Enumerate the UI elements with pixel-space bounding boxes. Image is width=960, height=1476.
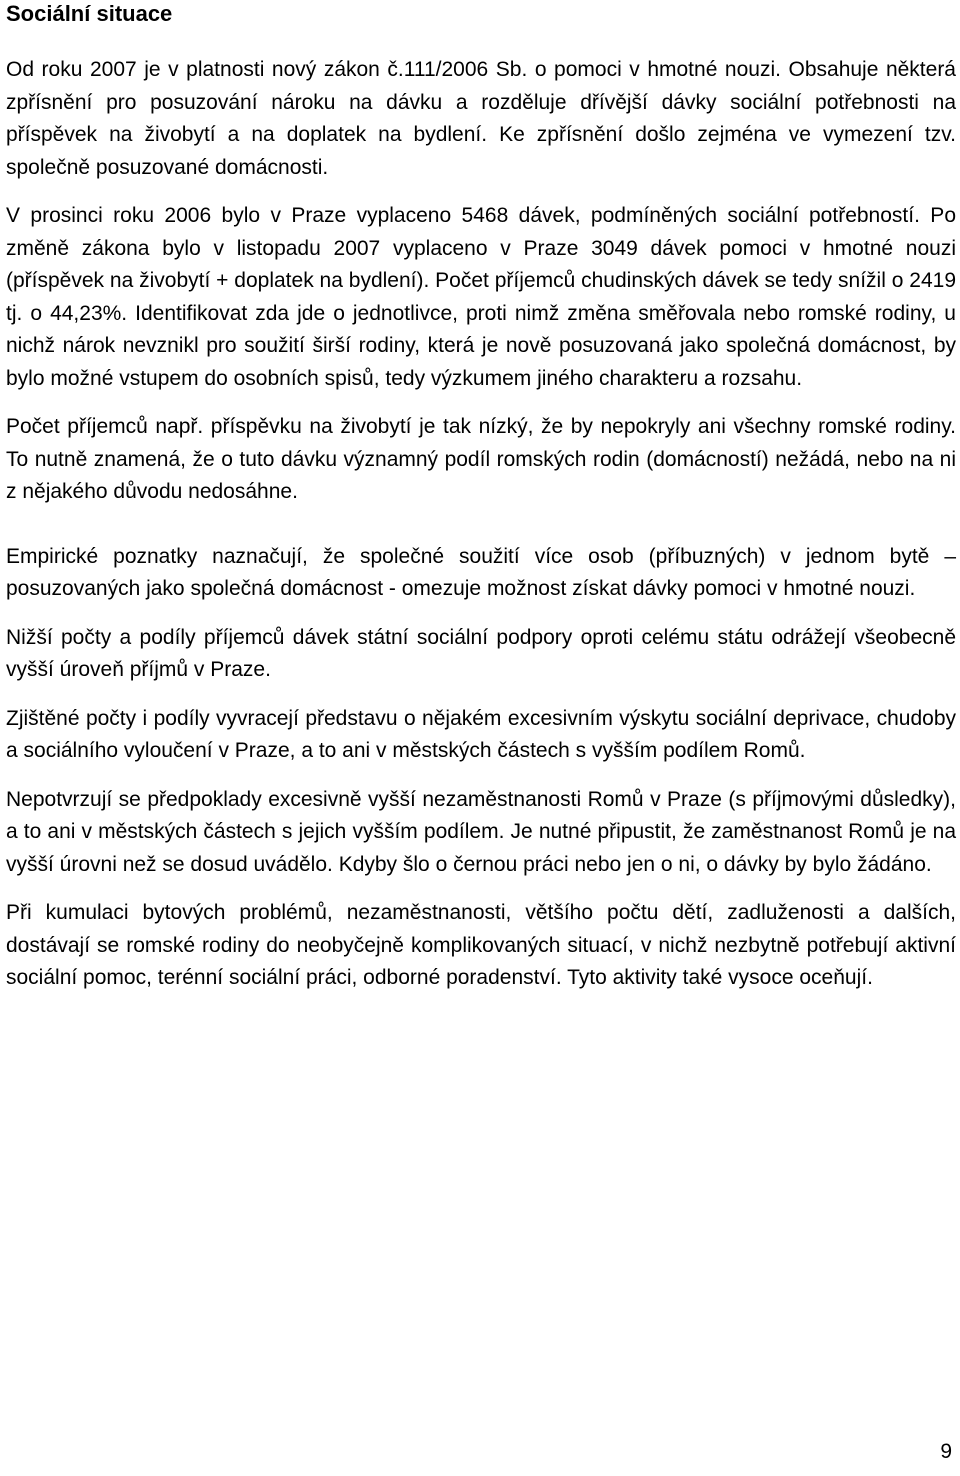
section-heading: Sociální situace [6,1,173,26]
document-page [6,0,956,995]
paragraph-deprivation: Zjištěné počty i podíly vyvracejí představu o nějakém excesivním výskytu sociální deprivace, chudoby a sociálního vyloučení v Praze, a to ani v městských částech s vyšším podílem Romů. [6,706,956,762]
paragraph-lower-counts: Nižší počty a podíly příjemců dávek státní sociální podpory oproti celému státu odrážejí všeobecně vyšší úroveň příjmů v Praze. [6,625,956,681]
paragraph-new-law: Od roku 2007 je v platnosti nový zákon č.111/2006 Sb. o pomoci v hmotné nouzi. Obsahuje některá zpřísnění pro posuzování nároku na dávku a rozděluje dřívější dávky sociální potřebnosti na příspěvek na živobytí a na doplatek na bydlení. Ke zpřísnění došlo zejména ve vymezení tzv. společně posuzované domácnosti. [6,58,956,179]
paragraph-unemployment: Nepotvrzují se předpoklady excesivně vyšší nezaměstnanosti Romů v Praze (s příjmovými důsledky), a to ani v městských částech s jejich vyšším podílem. Je nutné připustit, že zaměstnanost Romů je na vyšší úrovni než se dosud uvádělo. Kdyby šlo o černou práci nebo jen o ni, o dávky by bylo žádáno. [6,787,956,876]
paragraph-benefit-counts: V prosinci roku 2006 bylo v Praze vyplaceno 5468 dávek, podmíněných sociální potřebností. Po změně zákona bylo v listopadu 2007 vyplaceno v Praze 3049 dávek pomoci v hmotné nouzi (příspěvek na živobytí + doplatek na bydlení). Počet příjemců chudinských dávek se tedy snížil o 2419 tj. o 44,23%. Identifikovat zda jde o jednotlivce, proti nimž změna směřovala nebo romské rodiny, u nichž nárok nevznikl pro soužití širší rodiny, která je nově posuzovaná jako společná domácnost, by bylo možné vstupem do osobních spisů, tedy výzkumem jiného charakteru a rozsahu. [6,204,956,390]
paragraph-empirical-findings: Empirické poznatky naznačují, že společné soužití více osob (příbuzných) v jednom bytě – posuzovaných jako společná domácnost - omezuje možnost získat dávky pomoci v hmotné nouzi. [6,544,956,600]
page-number: 9 [940,1440,952,1463]
paragraph-recipient-numbers: Počet příjemců např. příspěvku na živobytí je tak nízký, že by nepokryly ani všechny romské rodiny. To nutně znamená, že o tuto dávku významný podíl romských rodin (domácností) nežádá, nebo na ni z nějakého důvodu nedosáhne. [6,415,956,503]
paragraph-social-help: Při kumulaci bytových problémů, nezaměstnanosti, většího počtu dětí, zadluženosti a dalších, dostávají se romské rodiny do neobyčejně komplikovaných situací, v nichž nezbytně potřebují aktivní sociální pomoc, terénní sociální práci, odborné poradenství. Tyto aktivity také vysoce oceňují. [6,901,956,989]
